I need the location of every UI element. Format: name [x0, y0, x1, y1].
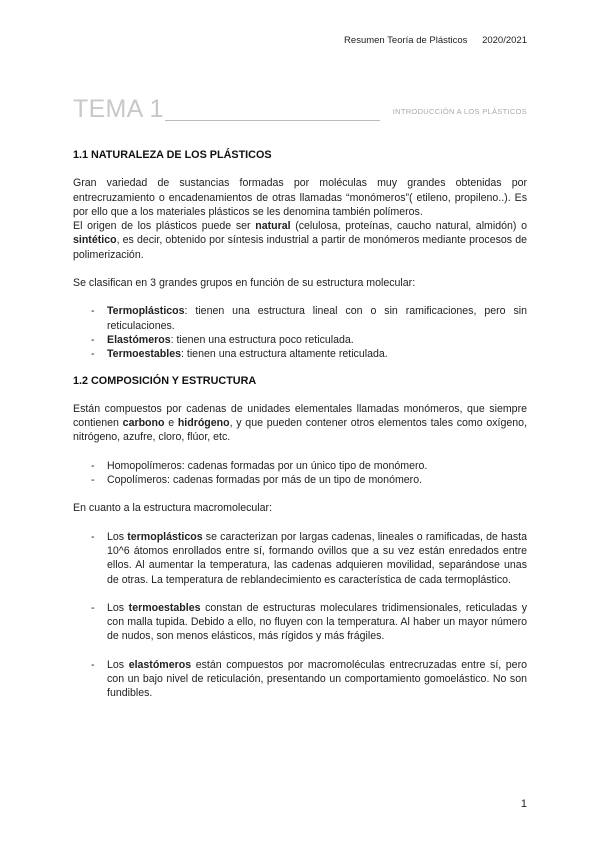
list-dash: -	[91, 333, 95, 346]
list-item: - Termoplásticos: tienen una estructura lineal con o sin ramificaciones, pero sin reticulaciones.	[91, 305, 527, 332]
list-item: - Los termoplásticos se caracterizan por largas cadenas, lineales o ramificadas, de hasta 10^6 átomos enrollados entre sí, formando ovillos que a su vez están enredados entre ellos. Al aumentar la temperatura, las cadenas adquieren movilidad, separándose unas de otras. La temperatura de reblandecimiento es característica de cada termoplástico.	[91, 530, 528, 586]
list-dash: -	[91, 658, 95, 671]
bold-term: sintético	[73, 234, 117, 247]
bold-term: Elastómeros	[107, 333, 171, 346]
classification-list	[73, 304, 527, 361]
chapter-header	[73, 95, 527, 127]
section-heading-1-1: 1.1 NATURALEZA DE LOS PLÁSTICOS	[73, 149, 272, 161]
list-dash: -	[91, 474, 95, 487]
paragraph: Se clasifican en 3 grandes grupos en función de su estructura molecular:	[73, 277, 416, 290]
section-heading-1-2: 1.2 COMPOSICIÓN Y ESTRUCTURA	[73, 374, 257, 387]
list-item: - Copolímeros: cadenas formadas por más de un tipo de monómero.	[91, 474, 423, 487]
page-body	[73, 148, 527, 715]
running-header	[344, 35, 527, 46]
list-dash: -	[91, 305, 95, 318]
bold-term: termoestables	[128, 601, 201, 614]
paragraph: Están compuestos por cadenas de unidades elementales llamadas monómeros, que siempre contienen carbono e hidrógeno, y que pueden contener otros elementos tales como oxígeno, nitrógeno, azufre, cloro, flúor, etc.	[73, 402, 527, 444]
chapter-subtitle: INTRODUCCIÓN A LOS PLÁSTICOS	[392, 107, 527, 116]
paragraph: El origen de los plásticos puede ser natural (celulosa, proteínas, caucho natural, almidón) o sintético, es decir, obtenido por síntesis industrial a partir de monómeros mediante procesos de polimerización.	[73, 220, 527, 261]
list-item: - Los termoestables constan de estructuras moleculares tridimensionales, reticuladas y con malla tupida. Debido a ello, no fluyen con la temperatura. Al haber un mayor número de nudos, son menos elásticos, más rígidos y más frágiles.	[91, 601, 527, 643]
list-item: - Termoestables: tienen una estructura altamente reticulada.	[91, 348, 388, 361]
page-number: 1	[520, 798, 527, 810]
chapter-title: TEMA 1	[73, 95, 164, 123]
header-doc-title: Resumen Teoría de Plásticos	[344, 35, 468, 46]
list-item: - Los elastómeros están compuestos por macromoléculas entrecruzadas entre sí, pero con un bajo nivel de reticulación, presentando un comportamiento gomoelástico. No son fundibles.	[91, 658, 527, 700]
list-dash: -	[91, 530, 95, 543]
list-dash: -	[91, 459, 95, 472]
list-item: - Elastómeros: tienen una estructura poco reticulada.	[91, 333, 354, 346]
list-dash: -	[91, 348, 95, 361]
bold-term: termoplásticos	[127, 530, 203, 543]
paragraph: Gran variedad de sustancias formadas por moléculas muy grandes obtenidas por entrecruzamiento o encadenamientos de otras llamadas “monómeros”( etileno, propileno..). Es por ello que a los materiales plásticos se les denomina también polímeros.	[73, 177, 527, 218]
bold-term: Termoplásticos	[107, 305, 185, 318]
paragraph: En cuanto a la estructura macromolecular:	[73, 502, 273, 515]
list-dash: -	[91, 601, 95, 614]
list-item: - Homopolímeros: cadenas formadas por un único tipo de monómero.	[91, 459, 428, 472]
bold-term: Termoestables	[107, 348, 181, 361]
chapter-title-rule	[165, 120, 380, 121]
polymer-type-list	[73, 459, 527, 488]
macromolecular-structure-list	[73, 530, 527, 701]
bold-term: carbono	[122, 417, 165, 430]
bold-term: natural	[255, 220, 291, 233]
bold-term: hidrógeno	[177, 417, 230, 430]
bold-term: elastómeros	[128, 658, 192, 671]
header-year: 2020/2021	[482, 35, 527, 46]
